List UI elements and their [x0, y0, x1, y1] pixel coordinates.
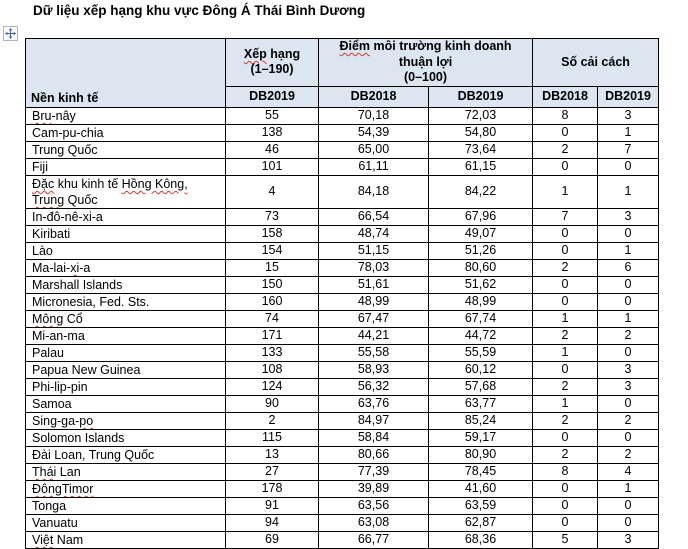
score-db2018-cell[interactable]: 54,39 — [319, 124, 429, 141]
reforms-db2019-cell[interactable]: 0 — [598, 344, 659, 361]
reforms-db2018-cell[interactable]: 0 — [533, 293, 598, 310]
economy-name-cell[interactable]: Trung Quốc — [26, 141, 226, 158]
score-db2019-cell[interactable]: 63,77 — [429, 395, 533, 412]
reforms-db2019-cell[interactable]: 2 — [598, 446, 659, 463]
score-db2019-cell[interactable]: 80,60 — [429, 259, 533, 276]
economy-name-cell[interactable]: Samoa — [26, 395, 226, 412]
economy-name-cell[interactable]: Sing-ga-po — [26, 412, 226, 429]
score-db2018-cell[interactable]: 58,93 — [319, 361, 429, 378]
reforms-db2019-cell[interactable]: 1 — [598, 480, 659, 497]
score-db2019-cell[interactable]: 44,72 — [429, 327, 533, 344]
reforms-db2019-cell[interactable]: 3 — [598, 107, 659, 124]
reforms-db2019-cell[interactable]: 0 — [598, 514, 659, 531]
header-economy[interactable]: Nền kinh tế — [26, 39, 226, 108]
economy-name-cell[interactable]: Bru-nây — [26, 107, 226, 124]
reforms-db2019-cell[interactable]: 1 — [598, 242, 659, 259]
table-row — [26, 395, 659, 412]
reforms-db2019-cell[interactable]: 1 — [598, 175, 659, 208]
table-row — [26, 327, 659, 344]
table-row — [26, 463, 659, 480]
move-cross-icon — [5, 28, 16, 39]
rank-cell[interactable]: 154 — [226, 242, 319, 259]
economy-name-cell[interactable]: Micronesia, Fed. Sts. — [26, 293, 226, 310]
score-db2019-cell[interactable]: 72,03 — [429, 107, 533, 124]
economy-name-cell[interactable]: Vanuatu — [26, 514, 226, 531]
score-db2019-cell[interactable]: 41,60 — [429, 480, 533, 497]
score-db2018-cell[interactable]: 84,97 — [319, 412, 429, 429]
reforms-db2018-cell[interactable]: 2 — [533, 327, 598, 344]
score-db2018-cell[interactable]: 48,74 — [319, 225, 429, 242]
reforms-db2018-cell[interactable]: 1 — [533, 175, 598, 208]
table-row — [26, 107, 659, 124]
rank-cell[interactable]: 13 — [226, 446, 319, 463]
reforms-db2019-cell[interactable]: 3 — [598, 531, 659, 548]
table-row — [26, 446, 659, 463]
reforms-db2018-cell[interactable]: 0 — [533, 242, 598, 259]
score-db2019-cell[interactable]: 78,45 — [429, 463, 533, 480]
reforms-db2019-cell[interactable]: 7 — [598, 141, 659, 158]
rank-cell[interactable]: 69 — [226, 531, 319, 548]
header-row-main — [26, 39, 659, 87]
reforms-db2018-cell[interactable]: 0 — [533, 276, 598, 293]
reforms-db2019-cell[interactable]: 2 — [598, 412, 659, 429]
score-db2019-cell[interactable]: 63,59 — [429, 497, 533, 514]
reforms-db2018-cell[interactable]: 2 — [533, 378, 598, 395]
table-row — [26, 361, 659, 378]
score-db2018-cell[interactable]: 67,47 — [319, 310, 429, 327]
rankings-table-container — [25, 38, 658, 549]
score-db2018-cell[interactable]: 48,99 — [319, 293, 429, 310]
subheader-reforms-db2018[interactable]: DB2018 — [533, 86, 598, 107]
rank-cell[interactable]: 150 — [226, 276, 319, 293]
rank-cell[interactable]: 94 — [226, 514, 319, 531]
score-db2019-cell[interactable]: 60,12 — [429, 361, 533, 378]
reforms-db2019-cell[interactable]: 3 — [598, 378, 659, 395]
table-row — [26, 124, 659, 141]
rank-cell[interactable]: 108 — [226, 361, 319, 378]
header-score[interactable]: Điểm môi trường kinh doanh thuận lợi (0–100) — [319, 39, 533, 87]
rank-cell[interactable]: 115 — [226, 429, 319, 446]
reforms-db2019-cell[interactable]: 0 — [598, 395, 659, 412]
reforms-db2018-cell[interactable]: 0 — [533, 124, 598, 141]
score-db2018-cell[interactable]: 63,56 — [319, 497, 429, 514]
reforms-db2018-cell[interactable]: 0 — [533, 361, 598, 378]
score-db2019-cell[interactable]: 57,68 — [429, 378, 533, 395]
rank-cell[interactable]: 101 — [226, 158, 319, 175]
header-rank[interactable]: Xếp hạng (1–190) — [226, 39, 319, 87]
reforms-db2019-cell[interactable]: 0 — [598, 276, 659, 293]
page-title[interactable]: Dữ liệu xếp hạng khu vực Đông Á Thái Bình Dương — [33, 3, 366, 18]
table-row — [26, 141, 659, 158]
score-db2019-cell[interactable]: 61,15 — [429, 158, 533, 175]
rank-cell[interactable]: 55 — [226, 107, 319, 124]
score-db2019-cell[interactable]: 85,24 — [429, 412, 533, 429]
rank-cell[interactable]: 124 — [226, 378, 319, 395]
reforms-db2018-cell[interactable]: 0 — [533, 480, 598, 497]
table-row — [26, 242, 659, 259]
economy-name-cell[interactable]: Solomon Islands — [26, 429, 226, 446]
table-row — [26, 259, 659, 276]
reforms-db2019-cell[interactable]: 3 — [598, 208, 659, 225]
table-row — [26, 429, 659, 446]
score-db2018-cell[interactable]: 61,11 — [319, 158, 429, 175]
rank-cell[interactable]: 90 — [226, 395, 319, 412]
economy-name-cell[interactable]: In-đô-nê-xi-a — [26, 208, 226, 225]
reforms-db2018-cell[interactable]: 1 — [533, 344, 598, 361]
rank-cell[interactable]: 171 — [226, 327, 319, 344]
score-db2019-cell[interactable]: 59,17 — [429, 429, 533, 446]
reforms-db2018-cell[interactable]: 2 — [533, 446, 598, 463]
table-row — [26, 344, 659, 361]
table-row — [26, 497, 659, 514]
economy-name-cell[interactable]: Việt Nam — [26, 531, 226, 548]
table-row — [26, 412, 659, 429]
table-row — [26, 514, 659, 531]
score-db2018-cell[interactable]: 63,76 — [319, 395, 429, 412]
score-db2019-cell[interactable]: 80,90 — [429, 446, 533, 463]
economy-name-cell[interactable]: Papua New Guinea — [26, 361, 226, 378]
score-db2019-cell[interactable]: 67,96 — [429, 208, 533, 225]
rank-cell[interactable]: 91 — [226, 497, 319, 514]
score-db2018-cell[interactable]: 66,54 — [319, 208, 429, 225]
score-db2019-cell[interactable]: 67,74 — [429, 310, 533, 327]
score-db2018-cell[interactable]: 84,18 — [319, 175, 429, 208]
rankings-table — [25, 38, 659, 549]
reforms-db2018-cell[interactable]: 1 — [533, 395, 598, 412]
score-db2019-cell[interactable]: 54,80 — [429, 124, 533, 141]
economy-name-cell[interactable]: Đài Loan, Trung Quốc — [26, 446, 226, 463]
reforms-db2018-cell[interactable]: 2 — [533, 141, 598, 158]
economy-name-cell[interactable]: Phi-lip-pin — [26, 378, 226, 395]
reforms-db2019-cell[interactable]: 1 — [598, 124, 659, 141]
economy-name-cell[interactable]: Thái Lan — [26, 463, 226, 480]
economy-name-cell[interactable]: Mi-an-ma — [26, 327, 226, 344]
reforms-db2019-cell[interactable]: 0 — [598, 158, 659, 175]
reforms-db2018-cell[interactable]: 1 — [533, 310, 598, 327]
rank-cell[interactable]: 74 — [226, 310, 319, 327]
reforms-db2019-cell[interactable]: 2 — [598, 327, 659, 344]
rank-cell[interactable]: 4 — [226, 175, 319, 208]
score-db2019-cell[interactable]: 73,64 — [429, 141, 533, 158]
reforms-db2019-cell[interactable]: 0 — [598, 225, 659, 242]
economy-name-cell[interactable]: Tonga — [26, 497, 226, 514]
economy-name-cell[interactable]: Ma-lai-xi-a — [26, 259, 226, 276]
reforms-db2018-cell[interactable]: 0 — [533, 158, 598, 175]
score-db2019-cell[interactable]: 51,62 — [429, 276, 533, 293]
table-row — [26, 310, 659, 327]
reforms-db2019-cell[interactable]: 4 — [598, 463, 659, 480]
reforms-db2018-cell[interactable]: 2 — [533, 259, 598, 276]
header-score-range: (0–100) — [403, 70, 448, 85]
reforms-db2018-cell[interactable]: 5 — [533, 531, 598, 548]
table-row — [26, 293, 659, 310]
economy-name-cell[interactable]: Đặc khu kinh tế Hồng Kông, Trung Quốc — [26, 175, 226, 208]
economy-name-cell[interactable]: Marshall Islands — [26, 276, 226, 293]
score-db2019-cell[interactable]: 68,36 — [429, 531, 533, 548]
score-db2018-cell[interactable]: 39,89 — [319, 480, 429, 497]
subheader-rank-db2019[interactable]: DB2019 — [226, 86, 319, 107]
rank-cell[interactable]: 15 — [226, 259, 319, 276]
table-row — [26, 225, 659, 242]
subheader-score-db2018[interactable]: DB2018 — [319, 86, 429, 107]
score-db2018-cell[interactable]: 78,03 — [319, 259, 429, 276]
header-reforms[interactable]: Số cải cách — [533, 39, 659, 87]
table-row — [26, 276, 659, 293]
table-row — [26, 175, 659, 208]
score-db2019-cell[interactable]: 49,07 — [429, 225, 533, 242]
economy-name-cell[interactable]: Cam-pu-chia — [26, 124, 226, 141]
subheader-reforms-db2019[interactable]: DB2019 — [598, 86, 659, 107]
rank-cell[interactable]: 133 — [226, 344, 319, 361]
score-db2018-cell[interactable]: 80,66 — [319, 446, 429, 463]
reforms-db2018-cell[interactable]: 7 — [533, 208, 598, 225]
reforms-db2019-cell[interactable]: 1 — [598, 310, 659, 327]
economy-name-cell[interactable]: Palau — [26, 344, 226, 361]
table-row — [26, 480, 659, 497]
subheader-score-db2019[interactable]: DB2019 — [429, 86, 533, 107]
reforms-db2019-cell[interactable]: 3 — [598, 361, 659, 378]
reforms-db2018-cell[interactable]: 8 — [533, 107, 598, 124]
header-rank-range: (1–190) — [250, 62, 294, 77]
table-row — [26, 378, 659, 395]
score-db2018-cell[interactable]: 77,39 — [319, 463, 429, 480]
table-row — [26, 531, 659, 548]
economy-name-cell[interactable]: ĐôngTimor — [26, 480, 226, 497]
economy-name-cell[interactable]: Fiji — [26, 158, 226, 175]
rank-cell[interactable]: 73 — [226, 208, 319, 225]
reforms-db2019-cell[interactable]: 0 — [598, 497, 659, 514]
rank-cell[interactable]: 27 — [226, 463, 319, 480]
score-db2018-cell[interactable]: 65,00 — [319, 141, 429, 158]
reforms-db2018-cell[interactable]: 0 — [533, 497, 598, 514]
table-body — [26, 107, 659, 548]
score-db2018-cell[interactable]: 66,77 — [319, 531, 429, 548]
reforms-db2019-cell[interactable]: 0 — [598, 293, 659, 310]
header-rank-word: Xếp — [243, 46, 267, 61]
score-db2019-cell[interactable]: 51,26 — [429, 242, 533, 259]
score-db2018-cell[interactable]: 51,61 — [319, 276, 429, 293]
score-db2019-cell[interactable]: 84,22 — [429, 175, 533, 208]
rank-cell[interactable]: 2 — [226, 412, 319, 429]
score-db2018-cell[interactable]: 55,58 — [319, 344, 429, 361]
economy-name-cell[interactable]: Kiribati — [26, 225, 226, 242]
table-move-handle[interactable] — [3, 26, 18, 41]
score-db2018-cell[interactable]: 44,21 — [319, 327, 429, 344]
header-score-word: Điểm — [339, 39, 371, 53]
reforms-db2018-cell[interactable]: 0 — [533, 225, 598, 242]
score-db2018-cell[interactable]: 51,15 — [319, 242, 429, 259]
score-db2018-cell[interactable]: 58,84 — [319, 429, 429, 446]
score-db2019-cell[interactable]: 62,87 — [429, 514, 533, 531]
rank-cell[interactable]: 178 — [226, 480, 319, 497]
score-db2019-cell[interactable]: 55,59 — [429, 344, 533, 361]
reforms-db2019-cell[interactable]: 6 — [598, 259, 659, 276]
economy-name-cell[interactable]: Mông Cổ — [26, 310, 226, 327]
reforms-db2018-cell[interactable]: 8 — [533, 463, 598, 480]
reforms-db2019-cell[interactable]: 0 — [598, 429, 659, 446]
score-db2019-cell[interactable]: 48,99 — [429, 293, 533, 310]
score-db2018-cell[interactable]: 56,32 — [319, 378, 429, 395]
table-row — [26, 158, 659, 175]
reforms-db2018-cell[interactable]: 2 — [533, 412, 598, 429]
reforms-db2018-cell[interactable]: 0 — [533, 429, 598, 446]
reforms-db2018-cell[interactable]: 0 — [533, 514, 598, 531]
score-db2018-cell[interactable]: 63,08 — [319, 514, 429, 531]
score-db2018-cell[interactable]: 70,18 — [319, 107, 429, 124]
rank-cell[interactable]: 138 — [226, 124, 319, 141]
rank-cell[interactable]: 46 — [226, 141, 319, 158]
economy-name-cell[interactable]: Lào — [26, 242, 226, 259]
rank-cell[interactable]: 160 — [226, 293, 319, 310]
rank-cell[interactable]: 158 — [226, 225, 319, 242]
table-row — [26, 208, 659, 225]
